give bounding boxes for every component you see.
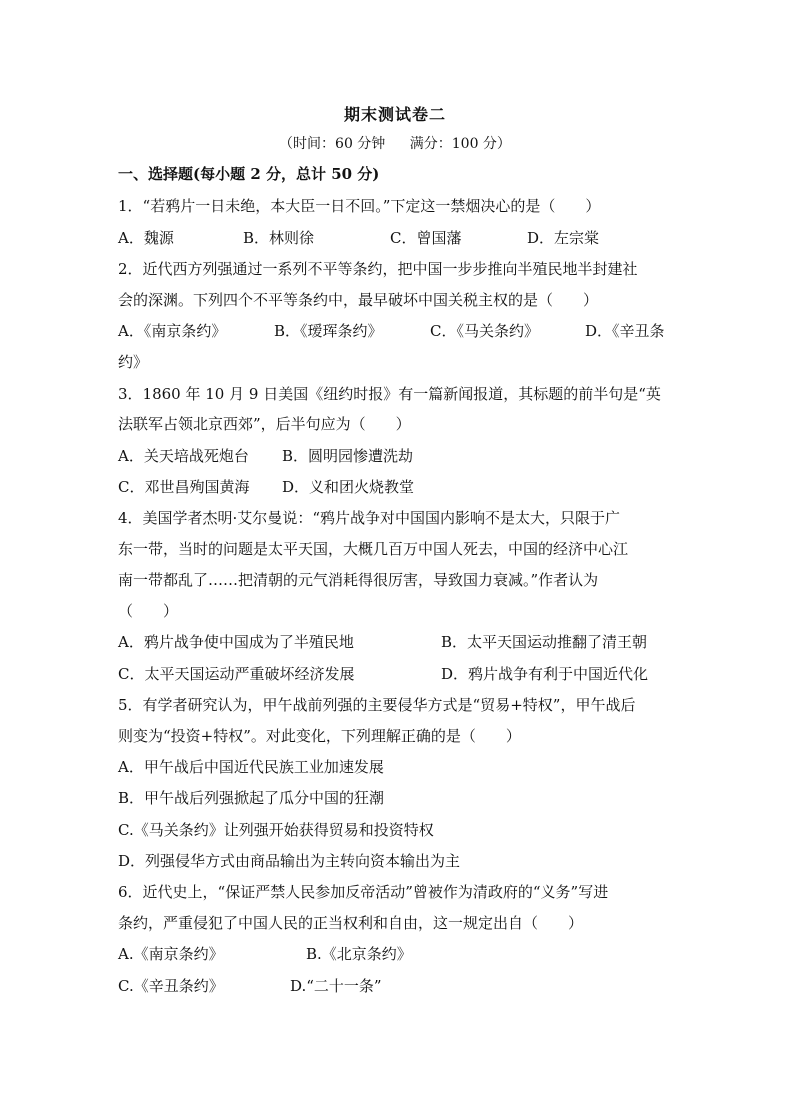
question-6-option-a: A.《南京条约》 xyxy=(118,945,224,963)
question-4-stem-line-1: 4．美国学者杰明·艾尔曼说：“鸦片战争对中国国内影响不是太大，只限于广 xyxy=(118,509,620,527)
question-4-option-a: A．鸦片战争使中国成为了半殖民地 xyxy=(118,633,354,651)
question-2-option-a: A．《南京条约》 xyxy=(118,322,227,340)
question-1-option-d: D．左宗棠 xyxy=(527,229,600,247)
question-6-option-b: B.《北京条约》 xyxy=(306,945,412,963)
question-4-option-b: B．太平天国运动推翻了清王朝 xyxy=(441,633,648,651)
question-4-stem-line-3: 南一带都乱了……把清朝的元气消耗得很厉害，导致国力衰减。”作者认为 xyxy=(118,571,599,589)
question-3-stem-line-2: 法联军占领北京西郊”，后半句应为（ ） xyxy=(118,415,411,433)
question-6-stem-line-2: 条约，严重侵犯了中国人民的正当权利和自由，这一规定出自（ ） xyxy=(118,914,584,932)
exam-title: 期末测试卷二 xyxy=(343,105,446,124)
question-4-stem-line-4: （ ） xyxy=(118,602,179,620)
question-5-option-d: D．列强侵华方式由商品输出为主转向资本输出为主 xyxy=(118,852,461,870)
question-6-option-c: C.《辛丑条约》 xyxy=(118,977,224,995)
question-2-option-d: D．《辛丑条 xyxy=(585,322,665,340)
question-5-stem-line-1: 5．有学者研究认为，甲午战前列强的主要侵华方式是“贸易+特权”，甲午战后 xyxy=(118,696,636,714)
question-6-option-d: D.“二十一条” xyxy=(290,977,382,995)
question-1-option-a: A．魏源 xyxy=(118,229,174,247)
question-3-option-d: D．义和团火烧教堂 xyxy=(282,478,415,496)
time-limit: （时间：60 分钟 xyxy=(279,136,386,152)
question-5-option-a: A．甲午战后中国近代民族工业加速发展 xyxy=(118,758,384,776)
question-2-option-b: B．《瑷珲条约》 xyxy=(274,322,383,340)
question-1-option-c: C．曾国藩 xyxy=(390,229,462,247)
question-2-stem-line-1: 2．近代西方列强通过一系列不平等条约，把中国一步步推向半殖民地半封建社 xyxy=(118,260,638,278)
question-5-option-c: C.《马关条约》让列强开始获得贸易和投资特权 xyxy=(118,821,434,839)
question-5-option-b: B．甲午战后列强掀起了瓜分中国的狂潮 xyxy=(118,789,385,807)
question-4-option-d: D．鸦片战争有利于中国近代化 xyxy=(441,665,649,683)
question-6-stem-line-1: 6．近代史上，“保证严禁人民参加反帝活动”曾被作为清政府的“义务”写进 xyxy=(118,883,609,901)
question-3-option-a: A．关天培战死炮台 xyxy=(118,447,249,465)
question-3-option-c: C．邓世昌殉国黄海 xyxy=(118,478,250,496)
question-5-stem-line-2: 则变为“投资+特权”。对此变化，下列理解正确的是（ ） xyxy=(118,727,521,745)
question-2-option-d-continued: 约》 xyxy=(118,353,149,371)
question-1-option-b: B．林则徐 xyxy=(243,229,315,247)
question-2-option-c: C．《马关条约》 xyxy=(430,322,539,340)
question-1-stem: 1．“若鸦片一日未绝，本大臣一日不回。”下定这一禁烟决心的是（ ） xyxy=(118,197,601,215)
question-2-stem-line-2: 会的深渊。下列四个不平等条约中，最早破坏中国关税主权的是（ ） xyxy=(118,291,599,309)
full-score: 满分：100 分） xyxy=(409,136,511,152)
question-4-option-c: C．太平天国运动严重破坏经济发展 xyxy=(118,665,355,683)
question-3-stem-line-1: 3．1860 年 10 月 9 日美国《纽约时报》有一篇新闻报道，其标题的前半句是“英 xyxy=(118,385,661,403)
question-4-stem-line-2: 东一带，当时的问题是太平天国，大概几百万中国人死去，中国的经济中心江 xyxy=(118,540,629,558)
question-3-option-b: B．圆明园惨遭洗劫 xyxy=(282,447,414,465)
section-heading: 一、选择题(每小题 2 分，总计 50 分) xyxy=(118,165,380,183)
exam-subtitle xyxy=(0,133,790,153)
